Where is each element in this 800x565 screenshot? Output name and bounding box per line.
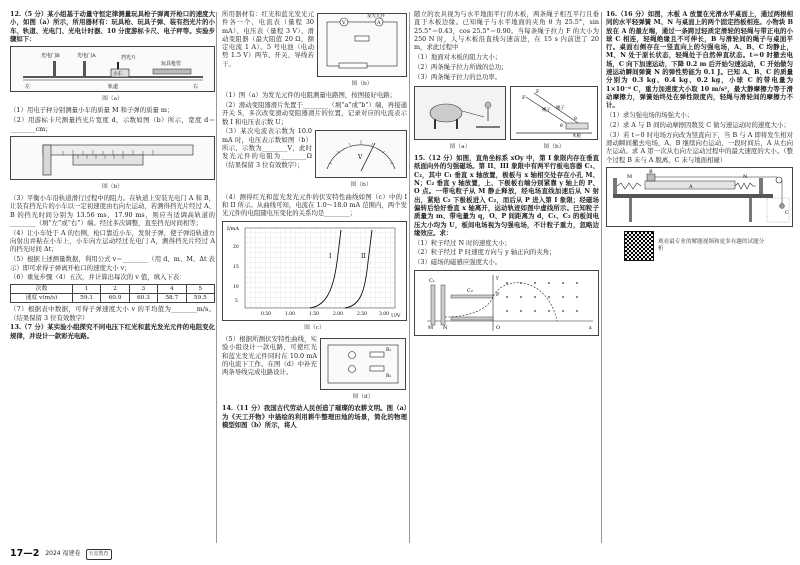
svg-text:玩具枪管: 玩具枪管: [160, 61, 181, 68]
figure-12b-caption: 图（b）: [101, 183, 124, 190]
svg-text:C₁: C₁: [428, 277, 435, 284]
figure-12a: [10, 46, 215, 92]
svg-text:x: x: [588, 324, 592, 331]
table-header-cell: 4: [158, 284, 186, 293]
figure-13a-circuit: [317, 13, 407, 77]
svg-text:20: 20: [232, 244, 239, 250]
q13-intro: 13.（7 分）某实验小组探究不同电压下红光和蓝光发光元件的电阻变化规律，并设计一款彩光电路。: [10, 323, 215, 340]
svg-text:3.00: 3.00: [378, 311, 389, 317]
svg-text:V: V: [342, 20, 346, 26]
svg-text:小车: 小车: [112, 72, 122, 78]
figure-13b-caption: 图（b）: [351, 81, 373, 87]
table-header-cell: 3: [129, 284, 157, 293]
figure-14b-caption: 图（b）: [543, 143, 565, 150]
figure-16-spring-board: [606, 167, 793, 227]
iv-curves: [225, 222, 405, 320]
table-row-label: 速度 v(m/s): [11, 293, 73, 302]
svg-text:V: V: [358, 154, 363, 162]
svg-text:2.50: 2.50: [356, 311, 367, 317]
svg-text:C: C: [784, 209, 789, 216]
step-2: （2）用游标卡尺测量挡光片宽度 d，示数如图（b）所示，宽度 d＝________cm；: [10, 116, 215, 133]
force-model: [512, 87, 596, 139]
qr-note: 观看最专业的解题视频和更多有趣的试题分析: [658, 238, 765, 252]
step-4: （4）让小车处于 A 的右侧，枪口靠近小车，发射子弹，使子弹沿轨道方向射出并粘在小车上，小车向左运动经过光电门 A，测得挡光片经过 A 的挡光时间 Δt；: [10, 228, 215, 254]
q13-step-2: （2）滑动变阻器滑片先置于________（填“a”或“b”）端，再接通开关 S，多次改变滑动变阻器滑片的位置，记录对应的电流表示数 I 和电压表示数 U；: [222, 101, 407, 126]
design-circuit: [322, 339, 404, 389]
svg-text:光电门A: 光电门A: [76, 53, 96, 60]
step-3: （3）平衡小车沿轨道滑行过程中的阻力。在轨道上安装光电门 A 和 B，让装有挡光片的小车以一定初速度由右向左运动，若测得挡光片经过 A、B 的挡光时间分别为 13.56 ms、17.90 ms，则应当适调高轨道的________（填“左”或“右”）端。经过多次调整，直至挡光时间相等；: [10, 194, 215, 228]
ox-illustration: [416, 87, 504, 139]
svg-text:2.00: 2.00: [332, 311, 343, 317]
q15-item-1: （1）粒子经过 N 时的速度大小；: [414, 238, 511, 247]
q13-materials: 所用器材有：红光和蓝光发光元件各一个、电流表（量程 30 mA）、电压表（量程 3 V）、滑动变阻器（最大阻值 20 Ω，额定电流 1 A）、5 号电池（电动势 1.5 V）两节、开关、导线若干。: [222, 10, 314, 68]
svg-text:R₂: R₂: [386, 373, 392, 379]
svg-text:P: P: [495, 291, 499, 298]
svg-text:B: B: [648, 168, 653, 175]
column-1: [10, 10, 215, 545]
svg-text:y: y: [495, 274, 499, 281]
svg-text:15: 15: [232, 264, 239, 270]
q15-item-3: （3）磁场的磁感应强度大小。: [414, 258, 502, 267]
exam-edition: 2024 福建卷: [45, 550, 81, 558]
q14-intro: 14.（11 分）我国古代劳动人民创造了璀璨的农耕文明。图（a）为《天工开物》中描绘的利用耕牛整理田地的场景，简化的物理模型如图（b）所示，将人: [222, 404, 407, 429]
q14-body: 随立的农具视为与水平地面平行的木板，两条绳子相互平行且垂直于木板边缘。已知绳子与水平地面的夹角 θ 为 25.5°，sin 25.5°＝0.43，cos 25.5°＝0.90。当每条绳子拉力 F 的大小为 250 N 时，人与木板沿直线匀速前进，在 15 s 内前进了 20 m，求此过程中: [414, 10, 599, 52]
velocity-table: [10, 284, 215, 304]
svg-text:N: N: [442, 324, 447, 331]
svg-text:θ: θ: [574, 116, 577, 122]
publisher-badge: 天星教育: [86, 549, 112, 559]
magnetic-field-diagram: [417, 271, 597, 335]
vernier-caliper: [23, 137, 203, 179]
svg-text:木板: 木板: [572, 133, 581, 139]
figure-12a-caption: 图（a）: [102, 96, 123, 103]
figure-13d-circuit: [320, 338, 406, 390]
q15-intro: 15.（12 分）如图，直角坐标系 xOy 中，第 I 象限内存在垂直纸面向外的匀强磁场。第 II、III 象限中有两平行板电容器 C₁、C₂，其中 C₁ 垂直 x 轴放置，极板与 x 轴相交处存在小孔 M、N；C₂ 垂直 y 轴放置，上、下极板右端分别紧靠 y 轴上的 P、O 点。一带电粒子从 M 静止释放，经电场直线加速后从 N 射出，紧贴 C₂ 下极板进入 C₂，而后从 P 进入第 I 象限；经磁场偏转后恰好垂直 x 轴离开，运动轨迹如图中虚线所示。已知粒子质量为 m、带电量为 q，O、P 间距离为 d，C₁、C₂ 的板间电压大小均为 U，板间电场视为匀强电场，不计粒子重力，忽略边缘效应。求：: [414, 154, 599, 237]
column-4: [606, 10, 793, 545]
svg-text:10: 10: [232, 284, 239, 290]
qr-block: [624, 231, 793, 261]
svg-text:N: N: [742, 173, 747, 180]
measurement-circuit: [319, 14, 405, 76]
voltmeter-dial: [317, 131, 405, 177]
svg-text:左: 左: [24, 84, 30, 91]
q16-intro: 16.（16 分）如图，木板 A 放置在光滑水平桌面上，通过两根相同的水平轻弹簧 M、N 与桌面上的两个固定挡板相连。小物块 B 放在 A 的最左端，通过一条跨过轻质定滑轮的轻绳与带正电的小球 C 相连，轻绳绝缘且不可伸长，B 与滑轮间的绳子与桌面平行。桌面右侧存在一竖直向上的匀强电场，A、B、C 均静止，M、N 处于原长状态，轻绳处于自然伸直状态。t＝0 时撤去电场，C 向下加速运动，下降 0.2 m 后开始匀速运动，C 开始做匀速运动瞬间弹簧 N 的弹性势能为 0.1 J。已知 A、B、C 的质量分别为 0.3 kg、0.4 kg、0.2 kg，小球 C 的带电量为 1×10⁻⁶ C，重力加速度大小取 10 m/s²，最大静摩擦力等于滑动摩擦力，弹簧始终处在弹性限度内，轻绳与滑轮间的摩擦力不计。: [606, 10, 793, 110]
page-number: 17—2: [10, 548, 40, 560]
table-header-cell: 2: [101, 284, 129, 293]
q15-item-2: （2）粒子经过 P 时速度方向与 y 轴正向的夹角；: [414, 248, 556, 257]
svg-text:A: A: [688, 183, 693, 190]
svg-text:光电门B: 光电门B: [40, 53, 60, 60]
spring-board-diagram: [609, 168, 791, 226]
svg-text:U/V: U/V: [390, 312, 401, 319]
svg-text:I/mA: I/mA: [226, 225, 239, 232]
svg-text:I: I: [328, 252, 331, 260]
q16-item-3: （3）若 t＝0 时电场方向改为竖直向下，当 B 与 A 即将发生相对滑动瞬间撤去电场，A、B 继续向右运动，一段时间后，A 从右向左运动。求 A 第一次从右向左运动过程中的最大速度的大小。（整个过程 B 未与 A 脱离，C 未与地面相碰）: [606, 130, 793, 164]
figure-15-field: [414, 270, 599, 336]
figure-12b-caliper: [10, 136, 215, 180]
q13-step-1: （1）图（a）为发光元件的电阻测量电路图，按图接好电路；: [222, 91, 397, 100]
column-divider: [409, 12, 410, 543]
svg-text:绳子: 绳子: [556, 105, 565, 111]
table-row: [11, 293, 215, 302]
q13-step-4: （4）测得红光和蓝光发光元件的伏安特性曲线如图（c）中的 I 和 II 所示。从曲线可知，电流在 1.0～18.0 mA 范围内，两个发光元件的电阻随电压变化的关系均是________；: [222, 192, 407, 218]
svg-text:M: M: [626, 173, 632, 180]
column-2: [222, 10, 407, 545]
figure-14a-caption: 图（a）: [449, 143, 471, 150]
figure-voltmeter-caption: 图（b）: [350, 182, 372, 189]
q14-item-2: （2）两条绳子拉力所做的总功；: [414, 62, 508, 71]
column-divider: [601, 12, 602, 543]
svg-text:发光元件: 发光元件: [367, 14, 385, 19]
figure-13d-caption: 图（d）: [352, 393, 374, 400]
q16-item-1: （1）求匀强电场的场强大小；: [606, 111, 694, 120]
svg-text:1.50: 1.50: [308, 311, 319, 317]
table-row: [11, 284, 215, 293]
table-cell: 60.9: [101, 293, 129, 302]
svg-text:右: 右: [192, 84, 198, 91]
q14-item-3: （3）两条绳子拉力的总功率。: [414, 72, 502, 81]
svg-text:0.50: 0.50: [260, 311, 271, 317]
svg-text:5: 5: [234, 298, 238, 304]
svg-text:挡光片: 挡光片: [120, 55, 136, 62]
figure-voltmeter: [315, 130, 407, 178]
column-divider: [216, 12, 217, 543]
svg-text:C₂: C₂: [466, 287, 473, 294]
q16-item-2: （2）求 A 与 B 间的动摩擦因数及 C 做匀速运动时的速度大小；: [606, 120, 790, 129]
figure-13c-caption: 图（c）: [304, 324, 325, 331]
svg-text:θ: θ: [560, 123, 563, 129]
step-5: （5）根据上述测量数据，利用公式 v＝________（用 d、m、M、Δt 表示）即可求得子弹离开枪口的速度大小 v；: [10, 255, 215, 272]
svg-text:轨道: 轨道: [107, 84, 118, 91]
qr-code-icon[interactable]: [624, 231, 654, 261]
table-cell: 59.5: [186, 293, 214, 302]
table-cell: 59.1: [72, 293, 100, 302]
figure-13c-iv-graph: [222, 221, 407, 321]
figure-14a-ox-plough: [414, 86, 506, 140]
q14-item-1: （1）地面对木板的阻力大小；: [414, 52, 502, 61]
step-1: （1）用电子秤分别测量小车的质量 M 和子弹的质量 m；: [10, 106, 174, 115]
track-diagram: [13, 47, 213, 91]
svg-text:F: F: [536, 88, 540, 95]
svg-text:M: M: [427, 324, 433, 331]
svg-text:F: F: [522, 94, 526, 101]
table-header-cell: 5: [186, 284, 214, 293]
svg-text:A: A: [377, 20, 381, 26]
step-6: （6）重复步骤（4）五次，并计算出每次的 v 值，填入下表：: [10, 273, 186, 282]
table-header-cell: 次数: [11, 284, 73, 293]
q13-step-3: （3）某次电流表示数为 10.0 mA 时，电压表示数如图（b）所示，示数为________V，此时发光元件的电阻为________Ω（结果保留 3 位有效数字）；: [222, 127, 312, 169]
svg-text:1.00: 1.00: [284, 311, 295, 317]
column-3: [414, 10, 599, 545]
table-cell: 58.7: [158, 293, 186, 302]
q12-intro: 12.（5 分）某小组基于动量守恒定律测量玩具枪子弹离开枪口的速度大小，如图（a）所示，所用器材有：玩具枪、玩具子弹、装有挡光片的小车、轨道、光电门、光电计时器、10 分度游标卡尺、电子秤等。实验步骤如下：: [10, 10, 215, 43]
q13-step-5: （5）根据所测伏安特性曲线，实验小组设计一款电路，可使红光和蓝光发光元件同时在 10.0 mA 的电流下工作。在图（d）中补充两条导线完成电路设计。: [222, 334, 317, 377]
table-cell: 60.3: [129, 293, 157, 302]
table-header-cell: 1: [72, 284, 100, 293]
step-7: （7）根据表中数据，可得子弹速度大小 v 的平均值为________m/s。（结果保留 3 位有效数字）: [10, 305, 215, 322]
figure-14b-model: [510, 86, 598, 140]
svg-text:绳子: 绳子: [542, 107, 551, 113]
svg-text:II: II: [360, 252, 366, 260]
svg-text:O: O: [495, 324, 500, 331]
page-footer: [10, 548, 790, 561]
svg-text:R₁: R₁: [386, 347, 392, 353]
